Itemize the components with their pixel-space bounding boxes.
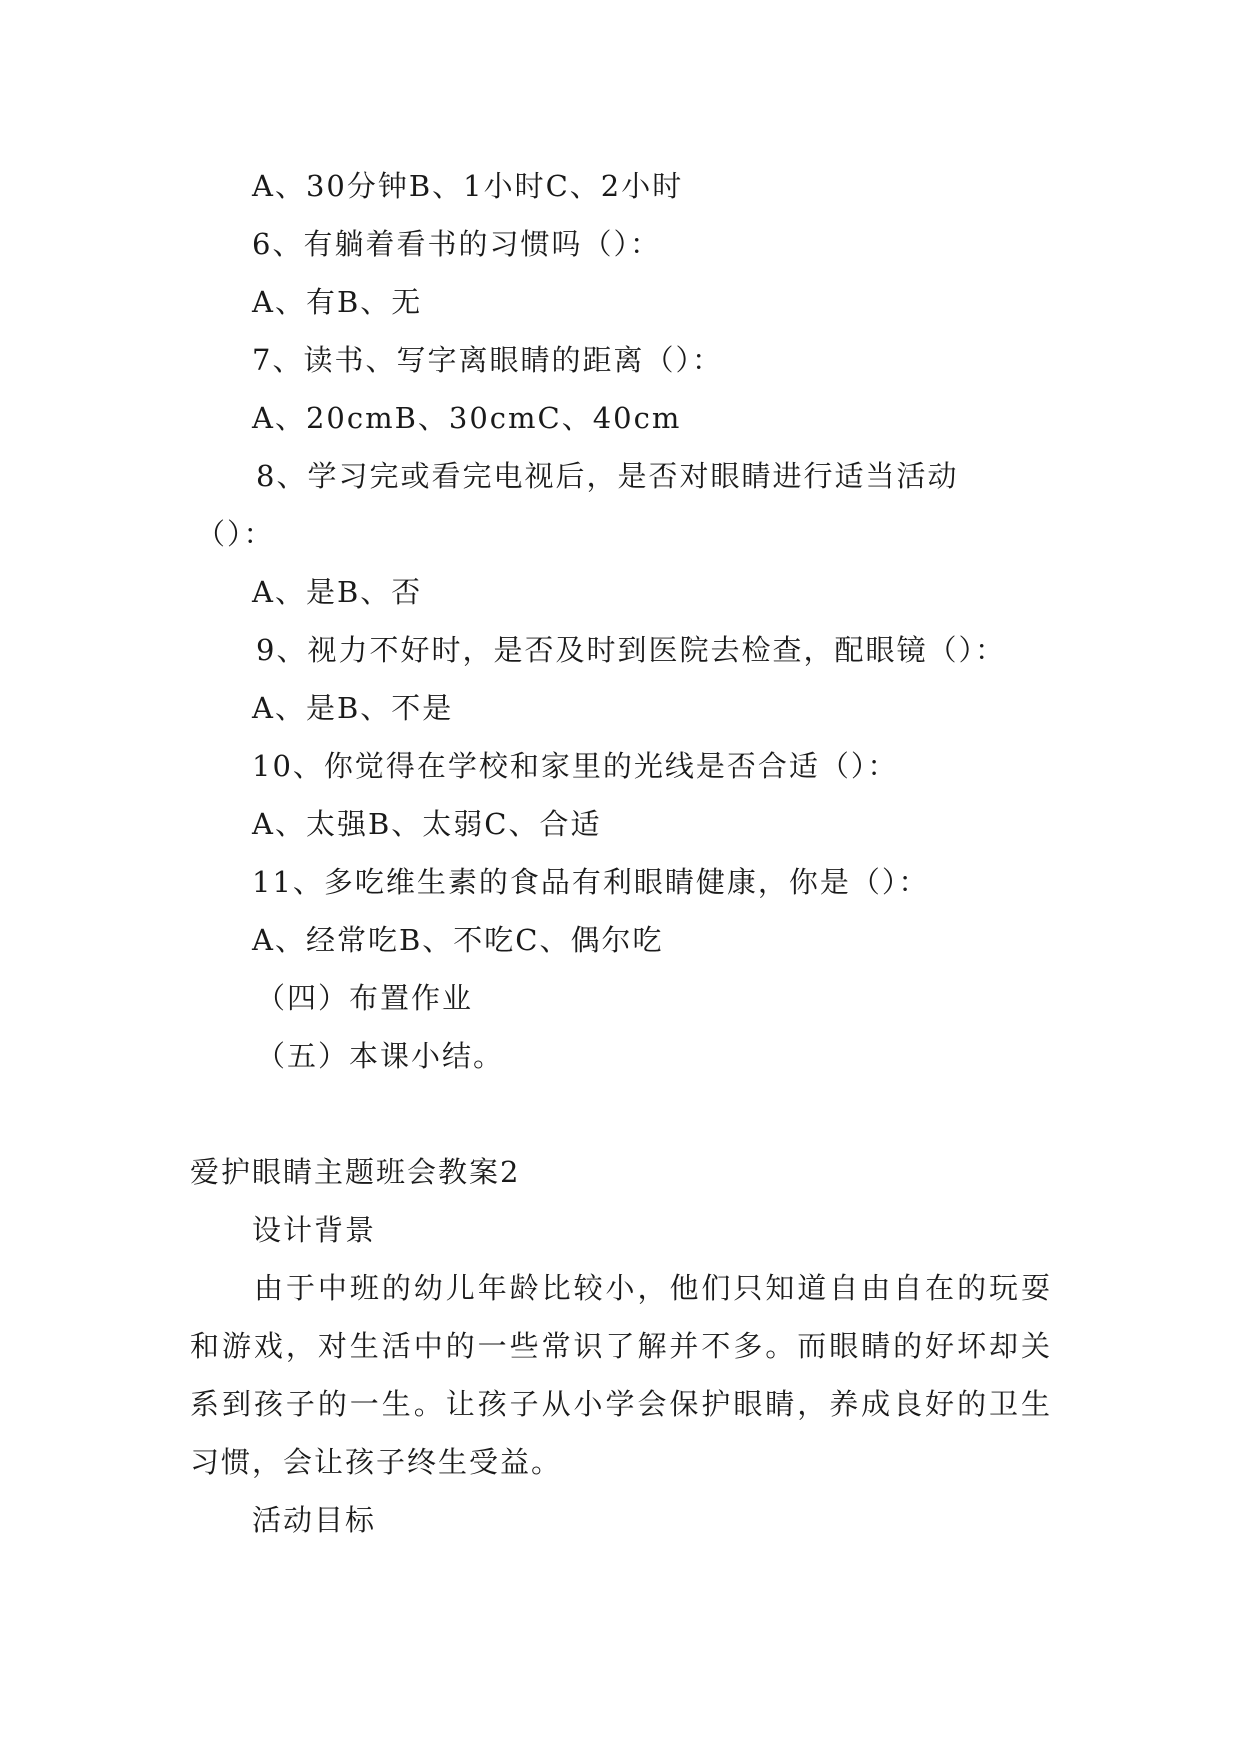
question-10: 10、你觉得在学校和家里的光线是否合适（）： bbox=[252, 749, 899, 783]
background-paragraph: 由于中班的幼儿年龄比较小，他们只知道自由自在的玩耍和游戏，对生活中的一些常识了解并不多。而眼睛的好坏却关系到孩子的一生。让孩子从小学会保护眼睛，养成良好的卫生习惯，会让孩子终生受益。 bbox=[190, 1271, 1052, 1479]
question-6: 6、有躺着看书的习惯吗（）： bbox=[252, 227, 661, 261]
section-title: 爱护眼睛主题班会教案2 bbox=[190, 1155, 521, 1189]
question-8: 8、学习完或看完电视后，是否对眼睛进行适当活动 bbox=[256, 459, 959, 493]
answer-options-6: A、有B、无 bbox=[252, 285, 423, 319]
answer-options-10: A、太强B、太弱C、合适 bbox=[252, 807, 602, 841]
section-homework: （四）布置作业 bbox=[256, 981, 474, 1015]
answer-options-11: A、经常吃B、不吃C、偶尔吃 bbox=[252, 923, 664, 957]
answer-options-9: A、是B、不是 bbox=[252, 691, 454, 725]
answer-options-5: A、30分钟B、1小时C、2小时 bbox=[252, 169, 684, 203]
answer-options-7: A、20cmB、30cmC、40cm bbox=[252, 401, 682, 435]
question-9: 9、视力不好时，是否及时到医院去检查，配眼镜（）： bbox=[256, 633, 1006, 667]
heading-design-background: 设计背景 bbox=[252, 1213, 377, 1247]
answer-options-8: A、是B、否 bbox=[252, 575, 423, 609]
question-11: 11、多吃维生素的食品有利眼睛健康，你是（）： bbox=[252, 865, 930, 899]
question-8-continuation: （）： bbox=[196, 517, 275, 551]
section-summary: （五）本课小结。 bbox=[256, 1039, 505, 1073]
question-7: 7、读书、写字离眼睛的距离（）： bbox=[252, 343, 723, 377]
heading-activity-goals: 活动目标 bbox=[252, 1503, 377, 1537]
